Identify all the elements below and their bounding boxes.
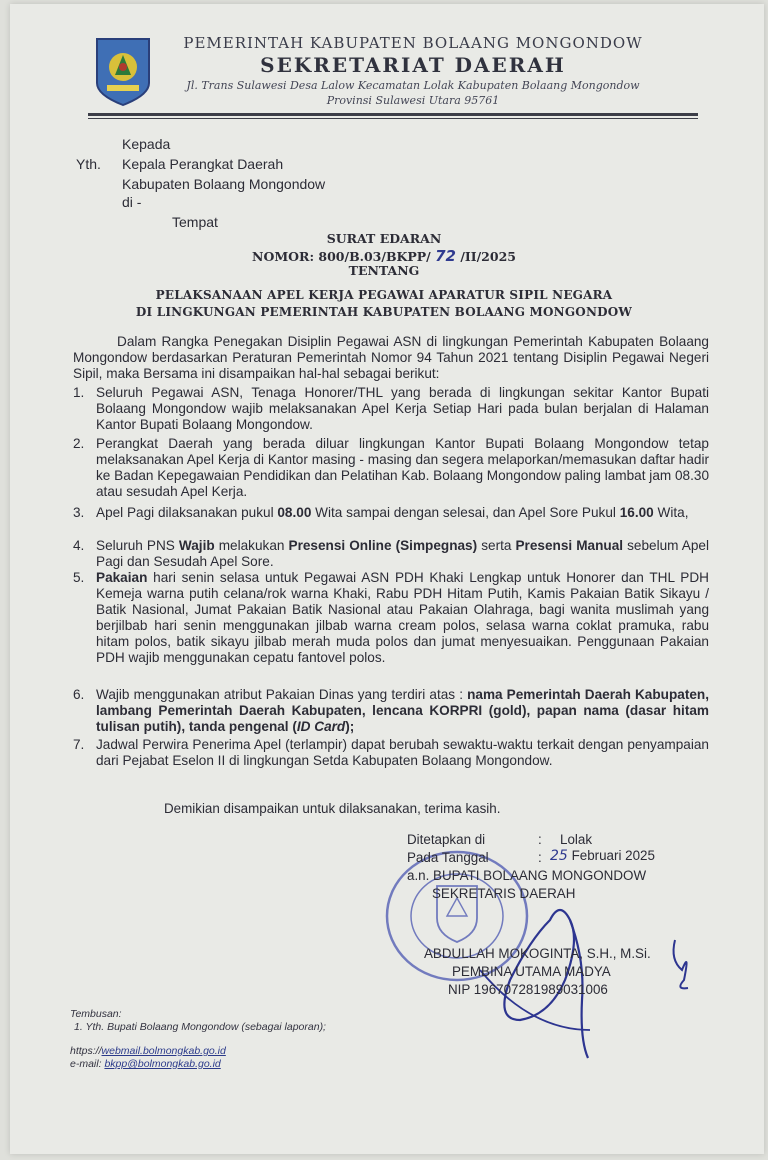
item-4-presensi-manual: Presensi Manual <box>515 538 624 553</box>
tanggal-label: Pada Tanggal <box>407 850 489 865</box>
signatory-title: SEKRETARIS DAERAH <box>432 886 576 901</box>
letterhead-rule-thick <box>88 113 698 116</box>
item-5-part: hari senin selasa untuk Pegawai ASN PDH Khaki Lengkap untuk Honorer dan THL PDH Kemeja warna putih celana/rok warna Khaki, Rabu PDH Hitam Putih, Kamis Pakaian Batik Sikayu / Batik Nasional, Jumat Pakaian Batik Nasional atau Pakaian Olahraga, bagi wanita muslimah yang berjilbab hari senin menggunakan jilbab warna cream polos, selasa warna coklat pramuka, rabu hitam polos, batik sikayu jilbab merah muda polos dan jumat menyesuaikan. Penggunaan Pakaian PDH wajib menggunakan cepatu fantovel polos. <box>96 570 709 665</box>
intro-paragraph: Dalam Rangka Penegakan Disiplin Pegawai ASN di lingkungan Pemerintah Kabupaten Bolaang Mongondow berdasarkan Peraturan Pemerintah Nomor 94 Tahun 2021 tentang Disiplin Pegawai Negeri Sipil, maka Bersama ini disampaikan hal-hal sebagai berikut: <box>73 334 709 381</box>
item-7-text: Jadwal Perwira Penerima Apel (terlampir) dapat berubah sewaktu-waktu terkait dengan penyampaian dari Pejabat Eselon II di lingkungan Setda Kabupaten Bolaang Mongondow. <box>96 737 709 768</box>
letter-number-prefix: NOMOR: 800/B.03/BKPP/ <box>252 249 431 264</box>
letter-tentang: TENTANG <box>348 263 420 278</box>
recipient-tempat: Tempat <box>172 214 218 230</box>
item-4-part: sebelum Apel Pagi dan Sesudah Apel Sore. <box>96 538 709 569</box>
recipient-kepada: Kepada <box>122 136 171 152</box>
closing-sentence: Demikian disampaikan untuk dilaksanakan, terima kasih. <box>164 801 501 816</box>
on-behalf-of: a.n. BUPATI BOLAANG MONGONDOW <box>407 868 647 883</box>
footer-website-prefix: https:// <box>70 1045 102 1057</box>
signatory-nip: NIP 196707281989031006 <box>448 982 608 997</box>
item-5-pakaian: Pakaian <box>96 570 148 585</box>
regency-emblem-logo <box>93 37 153 107</box>
tanggal-value <box>550 848 655 864</box>
item-2-text: Perangkat Daerah yang berada diluar lingkungan Kantor Bupati Bolaang Mongondow tetap melaksanakan Apel Kerja di Kantor masing - masing dan segera melaporkan/memasukan daftar hadir ke Badan Kepegawaian Pendidikan dan Pelatihan Kab. Bolaang Mongondow paling lambat jam 08.30 atau sesudah Apel Kerja. <box>96 436 709 499</box>
item-number: 3. <box>73 505 85 520</box>
letter-type: SURAT EDARAN <box>326 231 442 246</box>
letter-number-suffix: /II/2025 <box>460 249 516 264</box>
item-number: 5. <box>73 570 85 585</box>
item-number: 7. <box>73 737 85 752</box>
letterhead-province: Provinsi Sulawesi Utara 95761 <box>326 94 500 107</box>
item-6-id-card: ID Card <box>296 719 346 734</box>
item-3-part: Apel Pagi dilaksanakan pukul <box>96 505 278 520</box>
letterhead-government: PEMERINTAH KABUPATEN BOLAANG MONGONDOW <box>183 34 643 52</box>
recipient-yth: Yth. <box>76 156 101 172</box>
item-1-text: Seluruh Pegawai ASN, Tenaga Honorer/THL yang berada di lingkungan sekitar Kantor Bupati Bolaang Mongondow wajib melaksanakan Apel Kerja Setiap Hari pada bulan berjalan di Halaman Kantor Bupati Bolaang Mongondow. <box>96 385 709 432</box>
item-number: 1. <box>73 385 85 400</box>
item-number: 2. <box>73 436 85 451</box>
footer-email-link[interactable]: bkpp@bolmongkab.go.id <box>104 1058 221 1070</box>
footer-email <box>70 1058 221 1070</box>
item-3-part: Wita, <box>653 505 689 520</box>
item-4-part: serta <box>477 538 516 553</box>
item-3-part: Wita sampai dengan selesai, dan Apel Sore Pukul <box>311 505 620 520</box>
item-6-part: Wajib menggunakan atribut Pakaian Dinas yang terdiri atas : <box>96 687 468 702</box>
footer-website-link[interactable]: webmail.bolmongkab.go.id <box>101 1045 226 1057</box>
item-4-presensi-online: Presensi Online (Simpegnas) <box>288 538 478 553</box>
ditetapkan-label: Ditetapkan di <box>407 832 486 847</box>
footer-website <box>70 1045 226 1057</box>
item-4-wajib: Wajib <box>178 538 215 553</box>
ditetapkan-value: Lolak <box>560 832 593 847</box>
tanggal-colon: : <box>538 850 542 865</box>
subject-line1: PELAKSANAAN APEL KERJA PEGAWAI APARATUR SIPIL NEGARA <box>155 288 613 302</box>
item-number: 6. <box>73 687 85 702</box>
item-6-part: ); <box>345 719 355 734</box>
letter-number-handwritten: 72 <box>435 247 456 265</box>
item-3-time-afternoon: 16.00 <box>619 505 654 520</box>
item-4-part: melakukan <box>214 538 289 553</box>
signatory-name: ABDULLAH MOKOGINTA, S.H., M.Si. <box>424 946 651 961</box>
item-4-part: Seluruh PNS <box>96 538 179 553</box>
tanggal-month-year: Februari 2025 <box>571 848 655 863</box>
item-4-text <box>96 538 709 570</box>
ditetapkan-colon: : <box>538 832 542 847</box>
recipient-line1: Kepala Perangkat Daerah <box>122 156 284 172</box>
tembusan-label: Tembusan: <box>70 1008 122 1020</box>
item-3-text <box>96 505 709 521</box>
letterhead-office: SEKRETARIAT DAERAH <box>260 53 566 77</box>
subject-line2: DI LINGKUNGAN PEMERINTAH KABUPATEN BOLAANG MONGONDOW <box>135 305 633 319</box>
item-5-text <box>96 570 709 666</box>
tanggal-day-handwritten: 25 <box>550 848 568 864</box>
item-3-time-morning: 08.00 <box>277 505 312 520</box>
item-6-text <box>96 687 709 735</box>
tembusan-item: 1. Yth. Bupati Bolaang Mongondow (sebagai laporan); <box>74 1021 326 1033</box>
recipient-line2: Kabupaten Bolaang Mongondow <box>122 176 326 192</box>
footer-email-label: e-mail: <box>70 1058 105 1070</box>
letterhead-address: Jl. Trans Sulawesi Desa Lalow Kecamatan Lolak Kabupaten Bolaang Mongondow <box>186 79 640 92</box>
signatory-rank: PEMBINA UTAMA MADYA <box>452 964 611 979</box>
item-6-attributes: nama Pemerintah Daerah Kabupaten, lambang Pemerintah Daerah Kabupaten, lencana KORPRI (gold), papan nama (dasar hitam tulisan putih), tanda pengenal ( <box>96 687 710 734</box>
recipient-di: di - <box>122 194 142 210</box>
letterhead-rule-thin <box>88 118 698 119</box>
item-number: 4. <box>73 538 85 553</box>
